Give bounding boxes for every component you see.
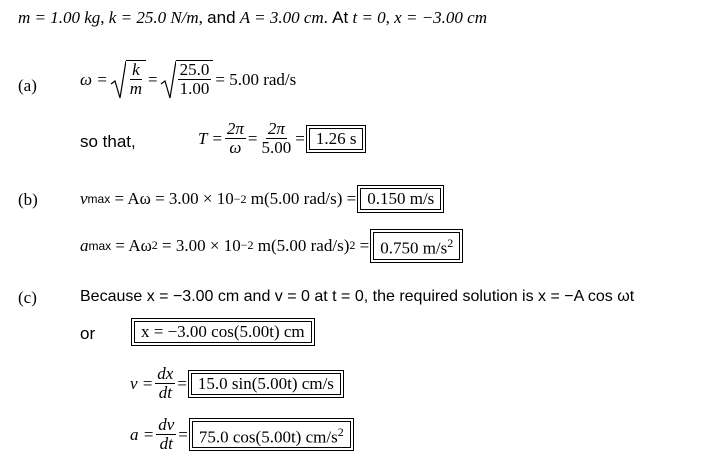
acceleration-answer-box bbox=[192, 421, 351, 449]
amax-subscript: max bbox=[88, 238, 112, 253]
two-pi-numeric: 2π bbox=[267, 119, 285, 138]
amax-tail: m(5.00 rad/s) bbox=[257, 235, 350, 255]
amax-omega-exponent: 2 bbox=[151, 238, 158, 253]
given-at: At bbox=[332, 8, 349, 27]
velocity-equation: v = $\frac{dx}{dt}$ = 15.0 sin(5.00t) cm/s bbox=[130, 365, 341, 402]
dv: dv bbox=[158, 415, 175, 434]
omega-lhs: ω = bbox=[80, 70, 108, 89]
vmax-answer-box: 0.150 m/s bbox=[360, 188, 441, 210]
amax-answer-box bbox=[373, 232, 460, 260]
velocity-answer-box: 15.0 sin(5.00t) cm/s bbox=[191, 373, 341, 395]
vmax-equation bbox=[80, 188, 441, 210]
amax-expression: = Aω bbox=[115, 235, 152, 255]
fraction-m: m bbox=[129, 79, 143, 98]
so-that-text: so that, bbox=[80, 132, 136, 151]
amax-answer-square: 2 bbox=[447, 236, 454, 250]
or-text: or bbox=[80, 324, 96, 343]
given-values-line: m = 1.00 kg , k = 25.0 N/m , and A = 3.00 cm . At t = 0 , x = −3.00 cm bbox=[18, 8, 487, 27]
vmax-expression: = Aω = 3.00 × 10 bbox=[114, 189, 234, 208]
acceleration-answer-square: 2 bbox=[337, 424, 344, 439]
period-equation: T = $\frac{2\pi}{\omega}$ = $\frac{2\pi}{5.00}$ = 1.26 s bbox=[198, 120, 363, 157]
omega-equation: ω = $\frac{k}{m}$ = $\frac{25.0}{1.00}$ = 5.00 rad/s bbox=[80, 60, 297, 98]
given-position: x = −3.00 cm bbox=[394, 8, 487, 27]
dt: dt bbox=[158, 383, 172, 402]
amax-equation bbox=[80, 232, 460, 260]
two-pi: 2π bbox=[226, 119, 244, 138]
velocity-lhs: v = bbox=[130, 373, 154, 393]
amax-exponent: −2 bbox=[240, 238, 254, 253]
acceleration-answer-text: 75.0 cos(5.00t) cm/s bbox=[198, 427, 338, 447]
fraction-k: k bbox=[132, 60, 140, 79]
x-solution bbox=[130, 321, 312, 343]
omega-denominator: ω bbox=[229, 138, 242, 157]
acceleration-equation: a = $\frac{dv}{dt}$ = 75.0 cos(5.00t) $cm/s^2$ bbox=[130, 416, 351, 453]
radical-sign bbox=[160, 60, 176, 100]
period-answer-box: 1.26 s bbox=[309, 128, 364, 150]
dx: dx bbox=[157, 364, 174, 383]
x-answer-box: x = −3.00 cos(5.00t) cm bbox=[134, 321, 312, 343]
fraction-1: 1.00 bbox=[179, 79, 210, 98]
five-denominator: 5.00 bbox=[261, 138, 292, 157]
amax-square: 2 bbox=[349, 238, 356, 253]
sqrt-k-over-m bbox=[110, 60, 146, 100]
amax-middle: = 3.00 × 10 bbox=[162, 235, 241, 255]
part-b-label: (b) bbox=[18, 190, 38, 209]
vmax-exponent: −2 bbox=[233, 191, 247, 206]
acceleration-lhs: a = bbox=[130, 424, 155, 444]
vmax-symbol: v bbox=[80, 189, 88, 208]
given-and: and bbox=[207, 8, 236, 27]
sqrt-numeric bbox=[160, 60, 214, 100]
fraction-25: 25.0 bbox=[179, 60, 210, 79]
given-amplitude: A = 3.00 cm bbox=[239, 8, 324, 27]
given-spring-constant: k = 25.0 N/m bbox=[108, 8, 199, 27]
dt-2: dt bbox=[159, 434, 173, 453]
period-lhs: T = bbox=[198, 128, 223, 148]
because-statement: Because x = −3.00 cm and v = 0 at t = 0, the required solution is x = −A cos ωt bbox=[80, 288, 635, 305]
given-time: t = 0 bbox=[352, 8, 386, 27]
amax-answer-text: 0.750 m/s bbox=[380, 238, 448, 258]
given-mass: m = 1.00 kg bbox=[18, 8, 101, 27]
radical-sign bbox=[110, 60, 126, 100]
amax-equals: = bbox=[359, 235, 370, 255]
vmax-subscript: max bbox=[87, 192, 111, 206]
amax-symbol: a bbox=[80, 235, 89, 255]
omega-result: = 5.00 rad/s bbox=[215, 70, 297, 89]
part-a-label: (a) bbox=[18, 76, 37, 95]
vmax-tail: m(5.00 rad/s) = bbox=[250, 189, 357, 208]
part-c-label: (c) bbox=[18, 288, 37, 307]
